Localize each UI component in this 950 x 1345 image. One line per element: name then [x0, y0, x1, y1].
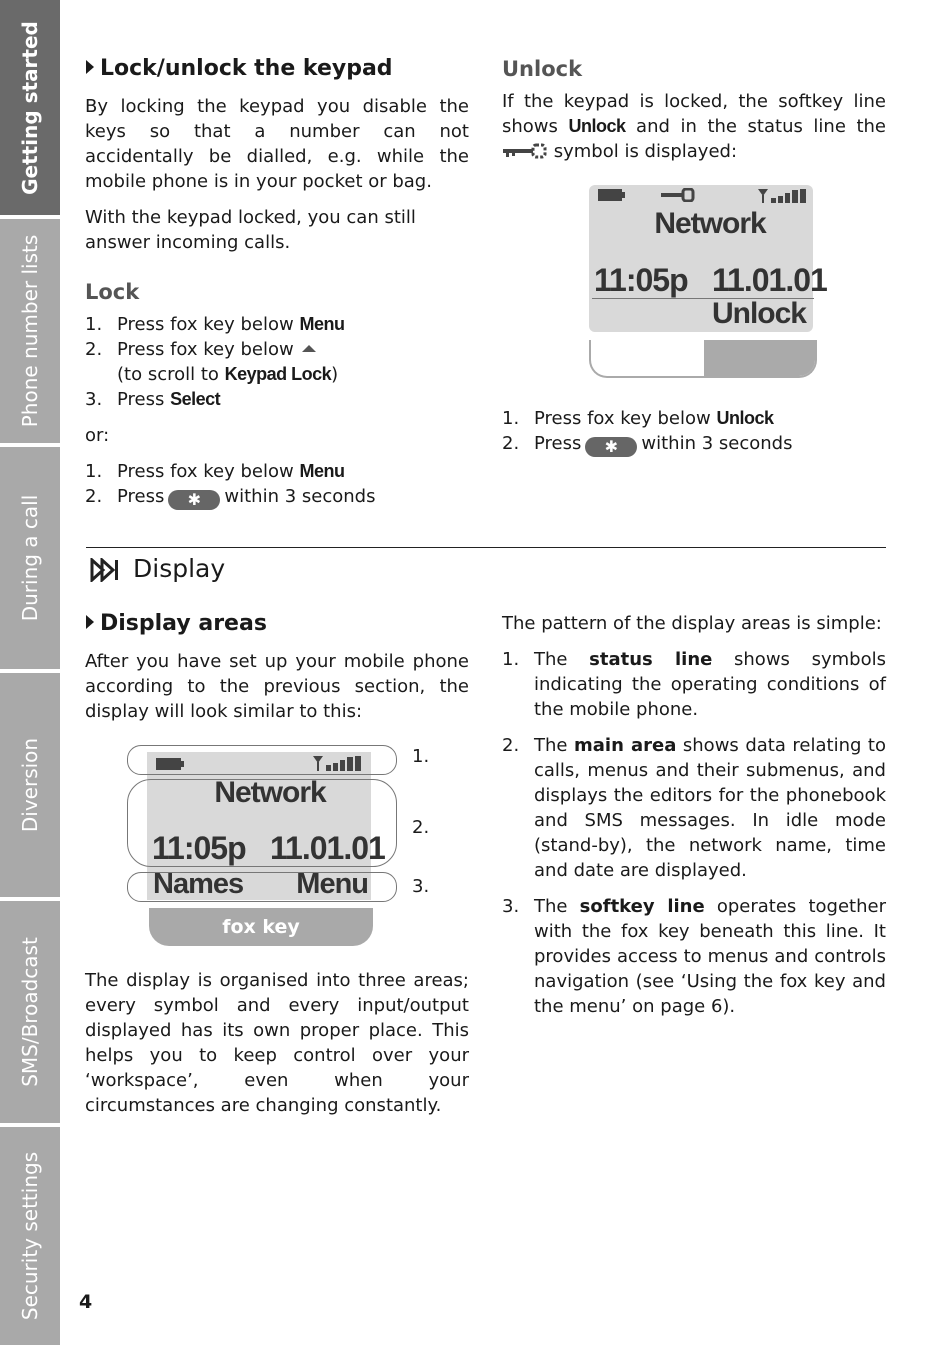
lock-note: With the keypad locked, you can still answer incoming calls. — [85, 207, 416, 253]
list-item: 3. The softkey line operates together with the fox key beneath this line. It provides access to menus and controls navigation (see ‘Using the fox key and the menu’ on page 6). — [502, 896, 886, 1017]
lock-heading: Lock — [85, 280, 140, 304]
tab-label: During a call — [18, 494, 42, 622]
signal-strength-icon — [757, 188, 807, 204]
softkey-unlock-label: Unlock — [711, 297, 806, 330]
unlock-steps — [502, 406, 892, 457]
list-item: 2. Press fox key below — [85, 337, 475, 362]
lock-unlock-heading: Lock/unlock the keypad — [86, 56, 393, 81]
tab-security-settings[interactable] — [0, 1127, 60, 1345]
callout-3: 3. — [412, 876, 430, 897]
chapter-sidebar — [0, 0, 60, 1345]
list-item: 3. Press Select — [85, 389, 221, 410]
star-key-icon: ✱ — [585, 437, 637, 457]
tab-label: Getting started — [18, 20, 42, 195]
display-time: 11:05p — [152, 830, 246, 866]
list-item: 2. Press ✱ within 3 seconds — [85, 486, 376, 509]
star-key-icon: ✱ — [168, 490, 220, 510]
tab-label: SMS/Broadcast — [18, 937, 42, 1087]
display-areas-heading: Display areas — [86, 611, 267, 636]
display-title: Display — [133, 554, 226, 583]
display-areas-list — [502, 647, 886, 1019]
tab-label: Diversion — [18, 737, 42, 833]
callout-1: 1. — [412, 746, 430, 767]
scroll-up-icon — [302, 345, 316, 352]
tab-label: Phone number lists — [18, 234, 42, 428]
fast-forward-icon — [90, 558, 120, 582]
lock-intro: By locking the keypad you disable the keys so that a number can not accidentally be dialled, e.g. while the mobile phone is in your pocket or bag. — [85, 96, 469, 192]
section-divider — [86, 547, 886, 548]
display-date: 11.01.01 — [270, 830, 385, 866]
battery-icon — [597, 188, 627, 202]
key-lock-status-icon — [660, 188, 696, 202]
tab-sms-broadcast[interactable] — [0, 901, 60, 1123]
tab-during-a-call[interactable] — [0, 447, 60, 669]
page-number: 4 — [79, 1291, 93, 1313]
unlock-heading: Unlock — [502, 57, 583, 81]
callout-2: 2. — [412, 817, 430, 838]
list-item: 1. The status line shows symbols indicating the operating conditions of the mobile phone. — [502, 649, 886, 720]
list-item: 2. Press ✱ within 3 seconds — [502, 433, 793, 456]
signal-strength-icon — [312, 755, 364, 772]
or-text: or: — [85, 425, 110, 446]
tab-phone-number-lists[interactable] — [0, 219, 60, 443]
display-intro: After you have set up your mobile phone according to the previous section, the display will look similar to this: — [85, 651, 469, 722]
display-date: 11.01.01 — [712, 262, 827, 298]
list-item: 1. Press fox key below Menu — [85, 461, 345, 482]
list-item: 1. Press fox key below Menu — [85, 314, 345, 335]
tab-getting-started[interactable] — [0, 0, 60, 215]
list-item: 2. The main area shows data relating to calls, menus and their submenus, and displays the editors for the phonebook and SMS messages. In idle mode (stand-by), the network name, time and date are displayed. — [502, 735, 887, 881]
lock-steps — [85, 312, 475, 412]
network-name: Network — [654, 207, 766, 240]
softkey-names-label: Names — [153, 868, 244, 900]
tab-diversion[interactable] — [0, 673, 60, 897]
lock-alt-steps — [85, 459, 475, 510]
fox-key-illustration: fox key — [149, 908, 373, 946]
fox-key-right-half — [704, 340, 815, 376]
key-lock-icon — [502, 142, 548, 160]
triangle-bullet-icon — [86, 615, 94, 629]
battery-icon — [155, 756, 187, 772]
unlock-text: If the keypad is locked, the softkey line shows Unlock and in the status line the symbol is displayed: — [502, 91, 886, 162]
list-item: 1. Press fox key below Unlock — [502, 408, 774, 429]
display-organised-text: The display is organised into three areas; every symbol and every input/output displayed has its own proper place. This helps you to keep control over your ‘workspace’, even when your circumstances are changing constantly. — [85, 970, 469, 1116]
softkey-menu-label: Menu — [296, 868, 368, 900]
pattern-text: The pattern of the display areas is simple: — [502, 613, 882, 634]
list-item-continued: (to scroll to Keypad Lock) — [117, 364, 339, 385]
tab-label: Security settings — [18, 1151, 42, 1321]
fox-key-illustration — [589, 340, 817, 378]
display-time: 11:05p — [594, 262, 688, 298]
triangle-bullet-icon — [86, 60, 94, 74]
network-name: Network — [214, 776, 326, 809]
